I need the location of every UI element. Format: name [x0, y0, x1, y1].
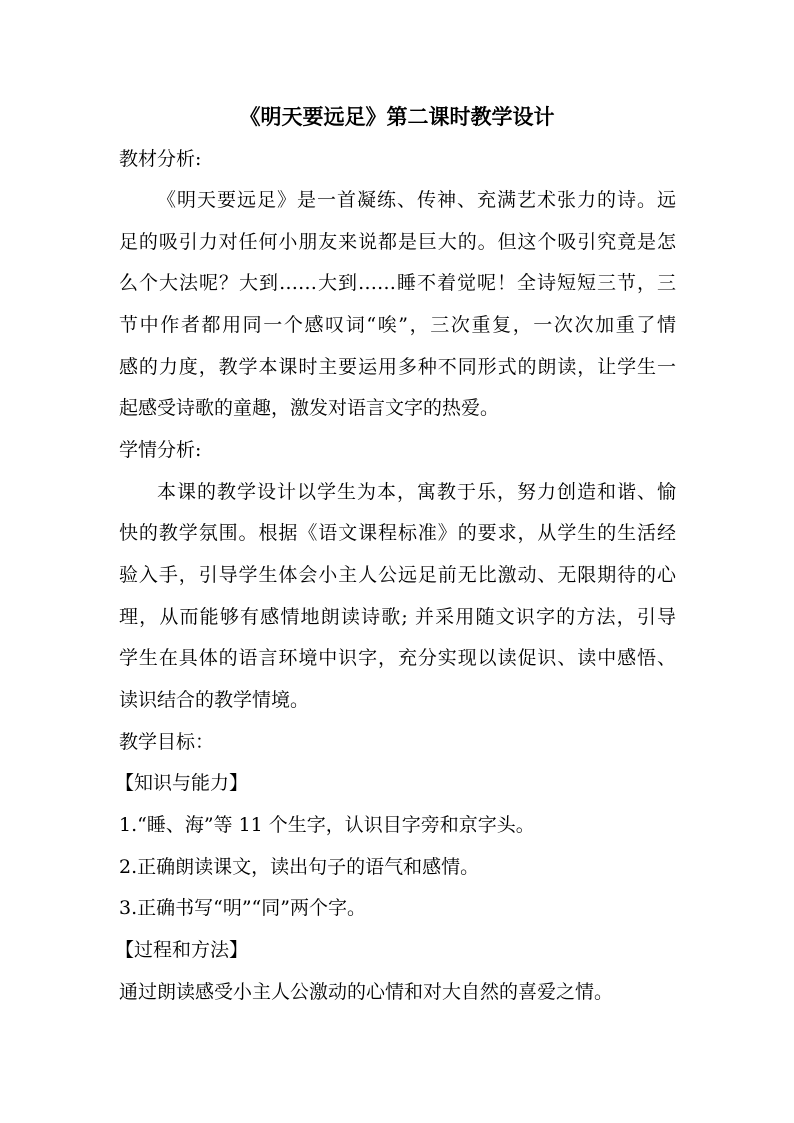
material-paragraph-line: 《明天要远足》是一首凝练、传神、充满艺术张力的诗。远 — [157, 189, 676, 211]
material-paragraph-line: 感的力度，教学本课时主要运用多种不同形式的朗读，让学生一 — [119, 356, 676, 378]
knowledge-item: 1.“睡、海”等 11 个生字，认识目字旁和京字头。 — [119, 814, 535, 836]
process-method-text: 通过朗读感受小主人公激动的心情和对大自然的喜爱之情。 — [119, 981, 614, 1003]
learner-paragraph-line: 读识结合的教学情境。 — [119, 689, 310, 711]
knowledge-ability-heading: 【知识与能力】 — [115, 772, 249, 794]
learner-paragraph-line: 验入手，引导学生体会小主人公远足前无比激动、无限期待的心 — [119, 564, 676, 586]
material-paragraph-line: 么个大法呢？大到……大到……睡不着觉呢！全诗短短三节，三 — [119, 272, 676, 294]
knowledge-item: 3.正确书写“明”“同”两个字。 — [119, 897, 366, 919]
learner-paragraph-line: 快的教学氛围。根据《语文课程标准》的要求，从学生的生活经 — [119, 522, 676, 544]
material-paragraph-line: 足的吸引力对任何小朋友来说都是巨大的。但这个吸引究竟是怎 — [119, 231, 676, 253]
teaching-goals-heading: 教学目标： — [119, 731, 215, 753]
document-title: 《明天要远足》第二课时教学设计 — [239, 104, 555, 129]
learner-paragraph-line: 学生在具体的语言环境中识字，充分实现以读促识、读中感悟、 — [119, 647, 676, 669]
material-paragraph-line: 节中作者都用同一个感叹词“唉”，三次重复，一次次加重了情 — [119, 314, 676, 336]
learner-paragraph-line: 本课的教学设计以学生为本，寓教于乐，努力创造和谐、愉 — [157, 481, 676, 503]
material-analysis-heading: 教材分析: — [119, 148, 202, 170]
process-method-heading: 【过程和方法】 — [115, 939, 249, 961]
knowledge-item: 2.正确朗读课文，读出句子的语气和感情。 — [119, 856, 480, 878]
material-paragraph-line: 起感受诗歌的童趣，激发对语言文字的热爱。 — [119, 397, 500, 419]
learner-analysis-heading: 学情分析: — [119, 439, 202, 461]
learner-paragraph-line: 理，从而能够有感情地朗读诗歌; 并采用随文识字的方法，引导 — [119, 606, 676, 628]
